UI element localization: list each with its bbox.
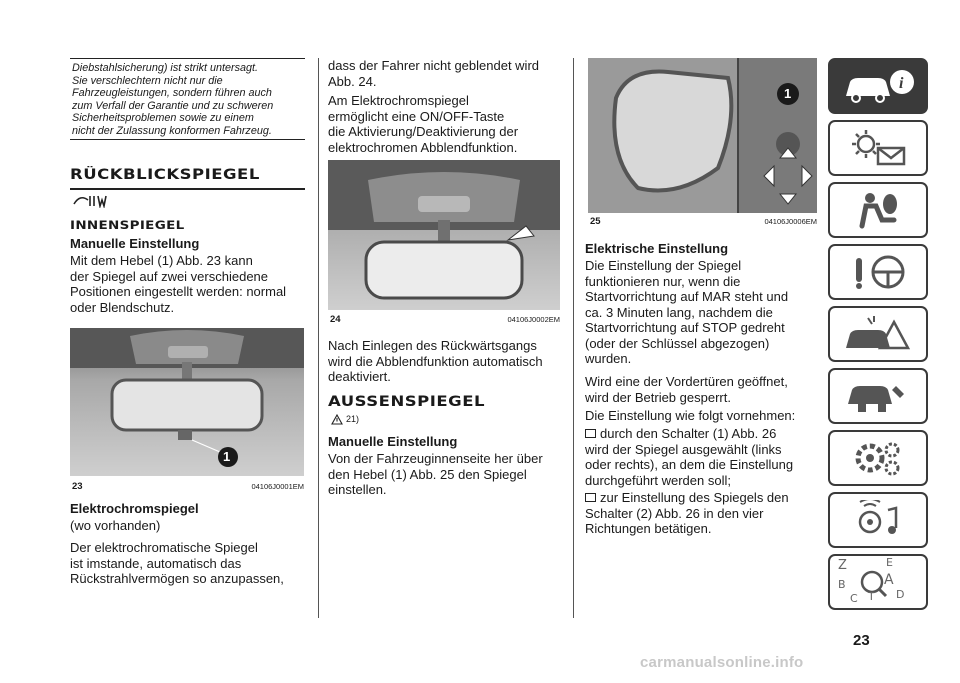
index-letter: A [884,572,894,588]
subsection-heading: Elektrochromspiegel [70,501,199,516]
index-letter: T [868,590,875,603]
figure-number: 25 [590,216,601,227]
bullet-icon [585,493,596,502]
warning-line: nicht der Zulassung konformen Fahrzeug. [72,124,272,137]
column-divider [573,58,574,618]
tab-index[interactable] [828,554,928,610]
technical-data-icon [838,438,918,478]
warning-reference: 21) [346,414,360,424]
paragraph: Die Einstellung wie folgt vornehmen: [585,408,796,423]
index-icon [838,560,918,604]
airbag-person-icon [838,190,918,230]
figure-number: 23 [72,481,83,492]
tab-emergency[interactable] [828,306,928,362]
tab-starting-driving[interactable] [828,244,928,300]
warning-line: Sie verschlechtern nicht nur die [72,74,223,87]
multimedia-icon [838,500,918,540]
figure-exterior-mirror [588,58,817,213]
warning-triangle-icon [331,412,343,430]
warning-line: zum Verfall der Garantie und zu schweren [72,99,274,112]
watermark: carmanualsonline.info [640,654,804,671]
paragraph: Die Einstellung der Spiegel funktionieren nur, wenn die Startvorrichtung auf MAR steht und ca. 3 Minuten lang, nachdem die Startvorrichtung auf STOP gedreht (oder der Schlüssel abgezogen) wurden. [585,258,789,366]
section-title: INNENSPIEGEL [70,219,185,233]
warning-line: Sicherheitsproblemen sowie zu einem [72,112,254,125]
warning-line: Fahrzeugleistungen, sondern führen auch [72,87,272,100]
figure-electrochromic-mirror [328,160,560,310]
paragraph: Nach Einlegen des Rückwärtsgangs wird die Abblendfunktion automatisch deaktiviert. [328,338,543,384]
steering-wheel-icon [838,252,918,292]
section-title: AUSSENSPIEGEL [328,393,485,410]
figure-callout: 1 [223,449,231,464]
paragraph: Wird eine der Vordertüren geöffnet, wird der Betrieb gesperrt. [585,374,788,405]
warning-lights-icon [838,128,918,168]
subsection-heading: Elektrische Einstellung [585,241,729,256]
paragraph: Von der Fahrzeuginnenseite her über den Hebel (1) Abb. 25 den Spiegel einstellen. [328,451,543,497]
index-letter: C [850,592,858,605]
car-service-icon [838,376,918,416]
tab-safety[interactable] [828,182,928,238]
chapter-tabs [828,58,930,616]
page-number: 23 [853,632,870,649]
column-divider [318,58,319,618]
index-letter: D [896,588,905,601]
paragraph: Der elektrochromatische Spiegel ist imstande, automatisch das Rückstrahlvermögen so anzupassen, [70,540,284,586]
figure-interior-mirror [70,328,304,476]
figure-code: 04106J0006EM [764,217,817,226]
index-letter: B [838,578,846,591]
bullet-icon [585,429,596,438]
paragraph: Am Elektrochromspiegel ermöglicht eine ON/OFF-Taste die Aktivierung/Deaktivierung der elektrochromen Abblendfunktion. [328,93,519,155]
index-letter: Z [838,558,847,573]
warning-line: Diebstahlsicherung) ist strikt untersagt. [72,62,259,74]
chapter-title: RÜCKBLICKSPIEGEL [70,166,260,183]
index-letter: E [886,556,893,569]
tab-warning-lights[interactable] [828,120,928,176]
figure-code: 04106J0002EM [507,315,560,324]
paragraph: dass der Fahrer nicht geblendet wird Abb. 24. [328,58,540,89]
car-info-icon [838,66,918,106]
tab-technical-data[interactable] [828,430,928,486]
figure-code: 04106J0001EM [251,482,304,491]
bullet-item: durch den Schalter (1) Abb. 26 wird der Spiegel ausgewählt (links oder rechts), an dem die Einstellung durchgeführt werden soll; [585,426,794,488]
subsection-heading: Manuelle Einstellung [328,434,458,449]
subheading-note: (wo vorhanden) [70,518,161,533]
paragraph: Mit dem Hebel (1) Abb. 23 kann der Spiegel auf zwei verschiedene Positionen eingestellt werden: normal oder Blendschutz. [70,253,287,315]
warning-box [70,58,305,140]
breakdown-car-icon [838,314,918,354]
mirror-symbol-icon [72,192,112,213]
tab-car-info[interactable] [828,58,928,114]
subsection-heading: Manuelle Einstellung [70,236,200,251]
svg-text:i: i [899,75,904,92]
bullet-item: zur Einstellung des Spiegels den Schalter (2) Abb. 26 in den vier Richtungen betätigen. [585,490,789,536]
tab-maintenance[interactable] [828,368,928,424]
title-underline [70,188,305,190]
tab-multimedia[interactable] [828,492,928,548]
figure-callout: 1 [784,86,792,101]
figure-number: 24 [330,314,341,325]
